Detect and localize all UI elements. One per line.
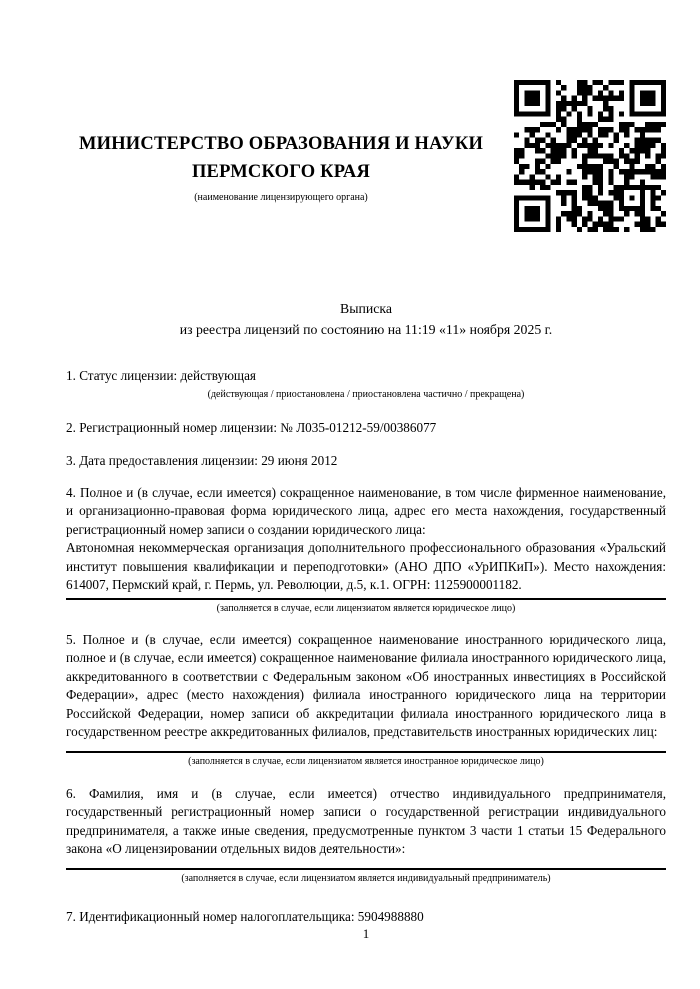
foreign-entity-caption: (заполняется в случае, если лицензиатом является иностранное юридическое лицо) xyxy=(188,755,544,767)
qr-code-icon xyxy=(514,80,666,232)
section-taxpayer-number xyxy=(66,908,666,927)
issuer-name-line2: ПЕРМСКОГО КРАЯ xyxy=(191,162,371,182)
issuer-caption: (наименование лицензирующего органа) xyxy=(194,192,368,203)
issuer-block xyxy=(66,130,514,204)
section-individual-entrepreneur xyxy=(66,785,666,886)
individual-entrepreneur-caption: (заполняется в случае, если лицензиатом является индивидуальный предприниматель) xyxy=(181,872,551,884)
foreign-entity-label: 5. Полное и (в случае, если имеется) сокращенное наименование иностранного юридического лица, полное и (в случае, если имеется) сокращенное наименование филиала иностранного юридического лица, аккредитованного в соответствии с Федеральным законом «Об иностранных инвестициях в Российской Федерации», адрес (место нахождения) филиала иностранного юридического лица на территории Российской Федерации, номер записи об аккредитации филиала иностранного юридического лица в государственном реестре аккредитованных филиалов, представительств иностранных юридических лиц: xyxy=(66,631,666,739)
page-number: 1 xyxy=(362,926,370,941)
document-title-line2: из реестра лицензий по состоянию на 11:19 «11» ноября 2025 г. xyxy=(179,322,553,337)
fill-line xyxy=(66,868,666,870)
individual-entrepreneur-label: 6. Фамилия, имя и (в случае, если имеется) отчество индивидуального предпринимателя, государственный регистрационный номер записи о государственной регистрации индивидуального предпринимателя, а также иные сведения, предусмотренные пунктом 3 части 1 статьи 15 Федерального закона «О лицензировании отдельных видов деятельности»: xyxy=(66,785,666,856)
fill-line xyxy=(66,598,666,600)
section-license-status xyxy=(66,367,666,402)
section-registration-number xyxy=(66,419,666,438)
taxpayer-number-text: 7. Идентификационный номер налогоплательщика: 5904988880 xyxy=(66,908,424,924)
grant-date-text: 3. Дата предоставления лицензии: 29 июня 2012 xyxy=(66,453,338,468)
registration-number-text: 2. Регистрационный номер лицензии: № Л035-01212-59/00386077 xyxy=(66,419,437,435)
section-grant-date xyxy=(66,452,666,471)
legal-entity-label: 4. Полное и (в случае, если имеется) сокращенное наименование, в том числе фирменное наименование, и организационно-правовая форма юридического лица, адрес его места нахождения, государственный регистрационный номер записи о создании юридического лица: xyxy=(66,484,666,537)
document-title xyxy=(66,298,666,340)
document-header xyxy=(66,0,666,232)
license-status-text: 1. Статус лицензии: действующая xyxy=(66,368,257,383)
document-title-line1: Выписка xyxy=(340,301,392,316)
section-legal-entity xyxy=(66,484,666,616)
fill-line xyxy=(66,751,666,753)
license-status-caption: (действующая / приостановлена / приостановлена частично / прекращена) xyxy=(207,388,525,400)
legal-entity-caption: (заполняется в случае, если лицензиатом является юридическое лицо) xyxy=(216,602,516,614)
section-foreign-entity xyxy=(66,631,666,769)
issuer-name-line1: МИНИСТЕРСТВО ОБРАЗОВАНИЯ И НАУКИ xyxy=(78,134,484,154)
legal-entity-value: Автономная некоммерческая организация дополнительного профессионального образования «Уральский институт повышения квалификации и переподготовки» (АНО ДПО «УрИПКиП»). Место нахождения: 614007, Пермский край, г. Пермь, ул. Революции, д.5, к.1. ОГРН: 1125900001182. xyxy=(66,540,666,592)
